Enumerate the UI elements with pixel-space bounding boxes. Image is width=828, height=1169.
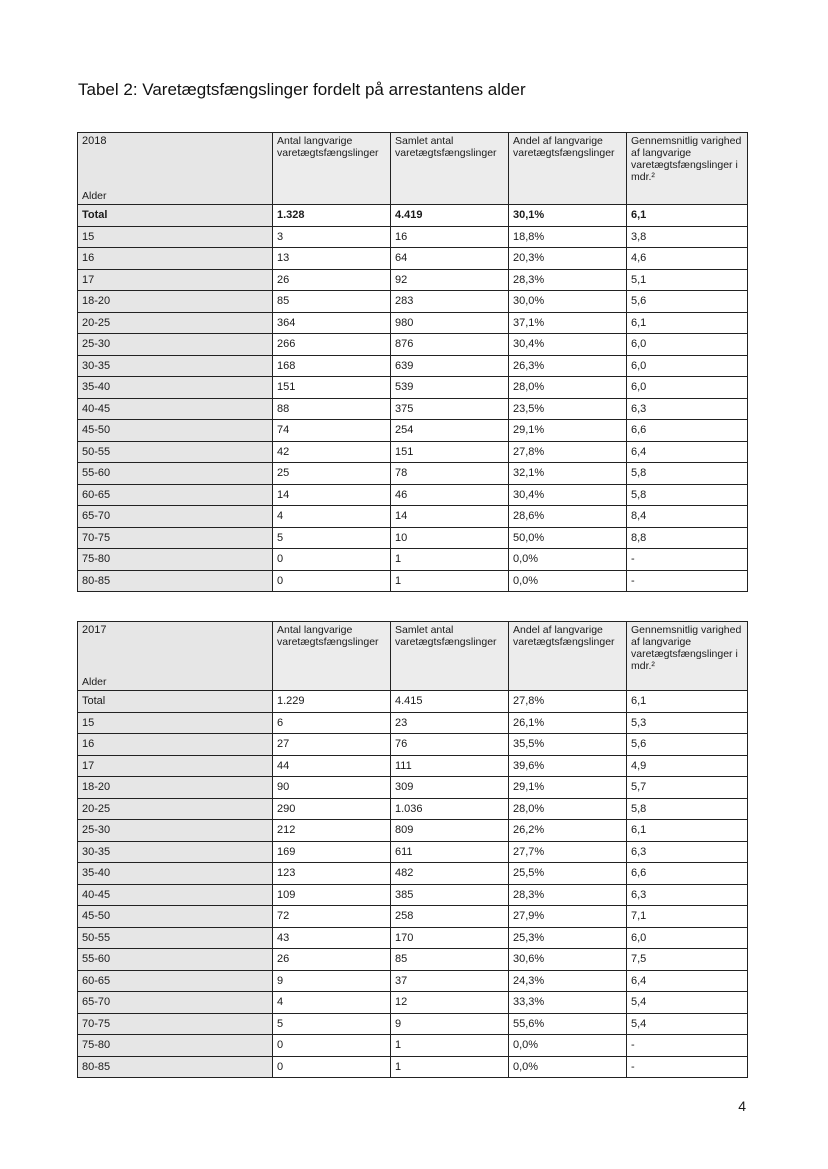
long-count-cell: 109 xyxy=(273,884,391,906)
long-count-cell: 1.328 xyxy=(273,205,391,227)
age-cell: 80-85 xyxy=(78,1056,273,1078)
age-cell: 80-85 xyxy=(78,570,273,592)
total-count-cell: 1 xyxy=(391,570,509,592)
avg-duration-cell: - xyxy=(627,570,748,592)
table-row xyxy=(78,884,748,906)
table-row xyxy=(78,377,748,399)
long-count-cell: 169 xyxy=(273,841,391,863)
total-count-cell: 85 xyxy=(391,949,509,971)
long-count-cell: 212 xyxy=(273,820,391,842)
table-row xyxy=(78,927,748,949)
table-row xyxy=(78,712,748,734)
column-header-long-count: Antal langvarige varetægtsfængslinger xyxy=(273,622,391,691)
table-row xyxy=(78,226,748,248)
age-cell: 75-80 xyxy=(78,1035,273,1057)
table-row xyxy=(78,863,748,885)
avg-duration-cell: 4,6 xyxy=(627,248,748,270)
column-header-avg-duration: Gennemsnitlig varighed af langvarige varetægtsfængslinger i mdr.² xyxy=(627,622,748,691)
age-cell: 17 xyxy=(78,755,273,777)
avg-duration-cell: 7,1 xyxy=(627,906,748,928)
avg-duration-cell: - xyxy=(627,1035,748,1057)
long-count-cell: 3 xyxy=(273,226,391,248)
avg-duration-cell: 6,1 xyxy=(627,205,748,227)
avg-duration-cell: 6,0 xyxy=(627,377,748,399)
long-count-cell: 5 xyxy=(273,1013,391,1035)
share-cell: 33,3% xyxy=(509,992,627,1014)
total-count-cell: 16 xyxy=(391,226,509,248)
total-count-cell: 46 xyxy=(391,484,509,506)
table-row xyxy=(78,484,748,506)
table-row xyxy=(78,1013,748,1035)
total-count-cell: 64 xyxy=(391,248,509,270)
table-row xyxy=(78,841,748,863)
table-row xyxy=(78,334,748,356)
avg-duration-cell: 7,5 xyxy=(627,949,748,971)
total-count-cell: 1 xyxy=(391,1056,509,1078)
avg-duration-cell: 5,6 xyxy=(627,734,748,756)
total-count-cell: 539 xyxy=(391,377,509,399)
table-body xyxy=(78,691,748,1078)
avg-duration-cell: 8,8 xyxy=(627,527,748,549)
share-cell: 35,5% xyxy=(509,734,627,756)
avg-duration-cell: 6,4 xyxy=(627,441,748,463)
share-cell: 27,8% xyxy=(509,441,627,463)
share-cell: 18,8% xyxy=(509,226,627,248)
table-header-row xyxy=(78,133,748,205)
age-cell: 70-75 xyxy=(78,527,273,549)
total-count-cell: 375 xyxy=(391,398,509,420)
table-row xyxy=(78,506,748,528)
share-cell: 30,4% xyxy=(509,334,627,356)
long-count-cell: 123 xyxy=(273,863,391,885)
total-count-cell: 23 xyxy=(391,712,509,734)
avg-duration-cell: 8,4 xyxy=(627,506,748,528)
column-header-share: Andel af langvarige varetægtsfængslinger xyxy=(509,133,627,205)
age-cell: 45-50 xyxy=(78,906,273,928)
long-count-cell: 290 xyxy=(273,798,391,820)
age-cell: 17 xyxy=(78,269,273,291)
table-row xyxy=(78,1035,748,1057)
share-cell: 25,5% xyxy=(509,863,627,885)
avg-duration-cell: 5,4 xyxy=(627,1013,748,1035)
avg-duration-cell: 6,3 xyxy=(627,398,748,420)
share-cell: 27,9% xyxy=(509,906,627,928)
long-count-cell: 0 xyxy=(273,549,391,571)
table-row xyxy=(78,549,748,571)
avg-duration-cell: 5,1 xyxy=(627,269,748,291)
long-count-cell: 72 xyxy=(273,906,391,928)
table-row xyxy=(78,777,748,799)
age-column-label: Alder xyxy=(82,190,107,202)
avg-duration-cell: 5,4 xyxy=(627,992,748,1014)
avg-duration-cell: 4,9 xyxy=(627,755,748,777)
total-count-cell: 10 xyxy=(391,527,509,549)
share-cell: 30,6% xyxy=(509,949,627,971)
total-count-cell: 151 xyxy=(391,441,509,463)
age-cell: 50-55 xyxy=(78,441,273,463)
total-count-cell: 4.419 xyxy=(391,205,509,227)
long-count-cell: 26 xyxy=(273,949,391,971)
long-count-cell: 0 xyxy=(273,1035,391,1057)
age-cell: 65-70 xyxy=(78,992,273,1014)
total-count-cell: 639 xyxy=(391,355,509,377)
share-cell: 30,4% xyxy=(509,484,627,506)
avg-duration-cell: - xyxy=(627,549,748,571)
age-column-label: Alder xyxy=(82,676,107,688)
age-cell: 60-65 xyxy=(78,970,273,992)
age-cell: 30-35 xyxy=(78,841,273,863)
table-row xyxy=(78,970,748,992)
long-count-cell: 9 xyxy=(273,970,391,992)
age-cell: 25-30 xyxy=(78,820,273,842)
year-age-header-cell xyxy=(78,133,273,205)
age-cell: 55-60 xyxy=(78,463,273,485)
total-count-cell: 482 xyxy=(391,863,509,885)
share-cell: 28,0% xyxy=(509,798,627,820)
total-row xyxy=(78,691,748,713)
avg-duration-cell: 6,0 xyxy=(627,334,748,356)
table-row xyxy=(78,755,748,777)
avg-duration-cell: 5,8 xyxy=(627,484,748,506)
age-cell: 40-45 xyxy=(78,398,273,420)
table-header-row xyxy=(78,622,748,691)
total-count-cell: 4.415 xyxy=(391,691,509,713)
long-count-cell: 43 xyxy=(273,927,391,949)
total-count-cell: 1.036 xyxy=(391,798,509,820)
table-row xyxy=(78,949,748,971)
table-year: 2017 xyxy=(82,624,107,636)
long-count-cell: 13 xyxy=(273,248,391,270)
age-cell: 55-60 xyxy=(78,949,273,971)
share-cell: 0,0% xyxy=(509,1035,627,1057)
share-cell: 20,3% xyxy=(509,248,627,270)
total-count-cell: 78 xyxy=(391,463,509,485)
age-cell: 70-75 xyxy=(78,1013,273,1035)
age-cell: 25-30 xyxy=(78,334,273,356)
total-count-cell: 809 xyxy=(391,820,509,842)
total-count-cell: 611 xyxy=(391,841,509,863)
table-row xyxy=(78,463,748,485)
age-cell: 18-20 xyxy=(78,291,273,313)
long-count-cell: 74 xyxy=(273,420,391,442)
long-count-cell: 44 xyxy=(273,755,391,777)
column-header-total-count: Samlet antal varetægtsfængslinger xyxy=(391,133,509,205)
table-row xyxy=(78,420,748,442)
share-cell: 0,0% xyxy=(509,570,627,592)
avg-duration-cell: 6,4 xyxy=(627,970,748,992)
column-header-total-count: Samlet antal varetægtsfængslinger xyxy=(391,622,509,691)
table-row xyxy=(78,1056,748,1078)
long-count-cell: 14 xyxy=(273,484,391,506)
share-cell: 23,5% xyxy=(509,398,627,420)
share-cell: 30,0% xyxy=(509,291,627,313)
share-cell: 27,8% xyxy=(509,691,627,713)
long-count-cell: 6 xyxy=(273,712,391,734)
avg-duration-cell: 6,6 xyxy=(627,863,748,885)
age-cell: 16 xyxy=(78,734,273,756)
table-row xyxy=(78,398,748,420)
age-cell: 20-25 xyxy=(78,798,273,820)
share-cell: 26,3% xyxy=(509,355,627,377)
share-cell: 28,3% xyxy=(509,884,627,906)
share-cell: 27,7% xyxy=(509,841,627,863)
long-count-cell: 266 xyxy=(273,334,391,356)
age-cell: 16 xyxy=(78,248,273,270)
share-cell: 0,0% xyxy=(509,1056,627,1078)
total-count-cell: 876 xyxy=(391,334,509,356)
share-cell: 55,6% xyxy=(509,1013,627,1035)
avg-duration-cell: 5,8 xyxy=(627,463,748,485)
age-cell: 40-45 xyxy=(78,884,273,906)
avg-duration-cell: 6,3 xyxy=(627,884,748,906)
share-cell: 29,1% xyxy=(509,420,627,442)
avg-duration-cell: 5,8 xyxy=(627,798,748,820)
share-cell: 28,0% xyxy=(509,377,627,399)
table-row xyxy=(78,312,748,334)
age-cell: 15 xyxy=(78,712,273,734)
total-count-cell: 385 xyxy=(391,884,509,906)
avg-duration-cell: - xyxy=(627,1056,748,1078)
avg-duration-cell: 5,3 xyxy=(627,712,748,734)
share-cell: 28,3% xyxy=(509,269,627,291)
long-count-cell: 1.229 xyxy=(273,691,391,713)
share-cell: 39,6% xyxy=(509,755,627,777)
total-count-cell: 1 xyxy=(391,549,509,571)
age-cell: 75-80 xyxy=(78,549,273,571)
age-cell: 65-70 xyxy=(78,506,273,528)
avg-duration-cell: 5,6 xyxy=(627,291,748,313)
long-count-cell: 4 xyxy=(273,992,391,1014)
table-row xyxy=(78,248,748,270)
avg-duration-cell: 6,3 xyxy=(627,841,748,863)
table-row xyxy=(78,527,748,549)
long-count-cell: 85 xyxy=(273,291,391,313)
total-count-cell: 9 xyxy=(391,1013,509,1035)
avg-duration-cell: 6,1 xyxy=(627,691,748,713)
total-count-cell: 37 xyxy=(391,970,509,992)
long-count-cell: 26 xyxy=(273,269,391,291)
avg-duration-cell: 6,0 xyxy=(627,927,748,949)
share-cell: 30,1% xyxy=(509,205,627,227)
total-count-cell: 92 xyxy=(391,269,509,291)
long-count-cell: 0 xyxy=(273,570,391,592)
total-count-cell: 309 xyxy=(391,777,509,799)
total-count-cell: 283 xyxy=(391,291,509,313)
avg-duration-cell: 5,7 xyxy=(627,777,748,799)
share-cell: 0,0% xyxy=(509,549,627,571)
total-count-cell: 980 xyxy=(391,312,509,334)
table-2018 xyxy=(77,132,748,592)
total-count-cell: 76 xyxy=(391,734,509,756)
table-row xyxy=(78,906,748,928)
long-count-cell: 27 xyxy=(273,734,391,756)
age-cell: 15 xyxy=(78,226,273,248)
column-header-long-count: Antal langvarige varetægtsfængslinger xyxy=(273,133,391,205)
long-count-cell: 4 xyxy=(273,506,391,528)
long-count-cell: 88 xyxy=(273,398,391,420)
long-count-cell: 42 xyxy=(273,441,391,463)
total-count-cell: 254 xyxy=(391,420,509,442)
share-cell: 26,2% xyxy=(509,820,627,842)
page-title: Tabel 2: Varetægtsfængslinger fordelt på arrestantens alder xyxy=(78,80,526,99)
long-count-cell: 364 xyxy=(273,312,391,334)
total-count-cell: 14 xyxy=(391,506,509,528)
table-2017 xyxy=(77,621,748,1078)
total-count-cell: 12 xyxy=(391,992,509,1014)
long-count-cell: 151 xyxy=(273,377,391,399)
total-row xyxy=(78,205,748,227)
table-row xyxy=(78,734,748,756)
avg-duration-cell: 6,0 xyxy=(627,355,748,377)
share-cell: 25,3% xyxy=(509,927,627,949)
table-row xyxy=(78,992,748,1014)
long-count-cell: 5 xyxy=(273,527,391,549)
share-cell: 29,1% xyxy=(509,777,627,799)
age-cell: Total xyxy=(78,691,273,713)
age-cell: 35-40 xyxy=(78,863,273,885)
share-cell: 32,1% xyxy=(509,463,627,485)
share-cell: 50,0% xyxy=(509,527,627,549)
page-number: 4 xyxy=(738,1098,746,1114)
age-cell: 20-25 xyxy=(78,312,273,334)
long-count-cell: 25 xyxy=(273,463,391,485)
share-cell: 37,1% xyxy=(509,312,627,334)
table-year: 2018 xyxy=(82,135,107,147)
avg-duration-cell: 6,1 xyxy=(627,820,748,842)
age-cell: 18-20 xyxy=(78,777,273,799)
table-row xyxy=(78,355,748,377)
long-count-cell: 90 xyxy=(273,777,391,799)
share-cell: 28,6% xyxy=(509,506,627,528)
total-count-cell: 111 xyxy=(391,755,509,777)
table-row xyxy=(78,570,748,592)
age-cell: 35-40 xyxy=(78,377,273,399)
total-count-cell: 1 xyxy=(391,1035,509,1057)
table-row xyxy=(78,441,748,463)
age-cell: 30-35 xyxy=(78,355,273,377)
total-count-cell: 170 xyxy=(391,927,509,949)
table-row xyxy=(78,269,748,291)
long-count-cell: 0 xyxy=(273,1056,391,1078)
avg-duration-cell: 3,8 xyxy=(627,226,748,248)
table-row xyxy=(78,798,748,820)
table-row xyxy=(78,820,748,842)
table-body xyxy=(78,205,748,592)
long-count-cell: 168 xyxy=(273,355,391,377)
share-cell: 26,1% xyxy=(509,712,627,734)
age-cell: 45-50 xyxy=(78,420,273,442)
age-cell: Total xyxy=(78,205,273,227)
column-header-avg-duration: Gennemsnitlig varighed af langvarige varetægtsfængslinger i mdr.² xyxy=(627,133,748,205)
avg-duration-cell: 6,1 xyxy=(627,312,748,334)
age-cell: 60-65 xyxy=(78,484,273,506)
year-age-header-cell xyxy=(78,622,273,691)
column-header-share: Andel af langvarige varetægtsfængslinger xyxy=(509,622,627,691)
avg-duration-cell: 6,6 xyxy=(627,420,748,442)
share-cell: 24,3% xyxy=(509,970,627,992)
table-row xyxy=(78,291,748,313)
age-cell: 50-55 xyxy=(78,927,273,949)
total-count-cell: 258 xyxy=(391,906,509,928)
